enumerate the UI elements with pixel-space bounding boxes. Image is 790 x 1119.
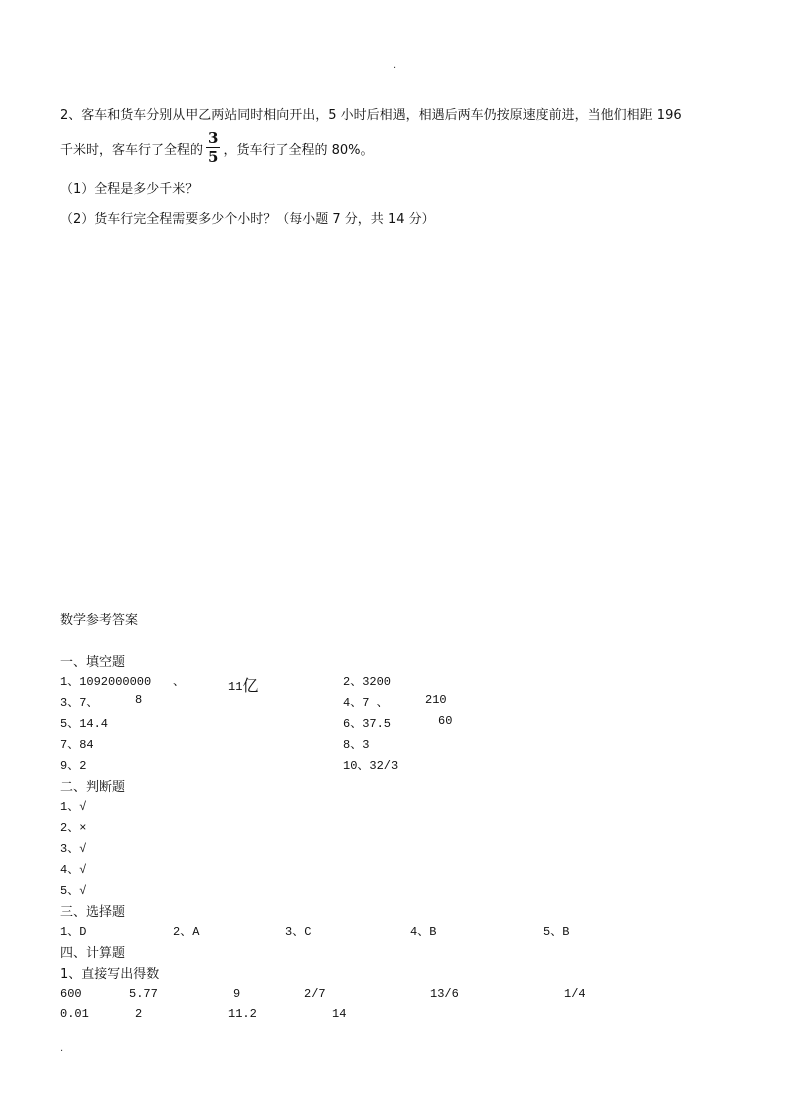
fill-answer-4: 4、7 、 [343,696,389,710]
choice-answer-5: 5、B [543,925,570,939]
choice-answer-2: 2、A [173,925,200,939]
fill-answer-3: 3、7、 [60,696,99,710]
problem-line-2 [60,131,373,165]
fill-answer-1-value [228,672,258,695]
fill-answer-4-value: 210 [425,693,447,707]
choice-heading: 三、选择题 [60,905,126,920]
fill-blank-heading: 一、填空题 [60,655,126,670]
choice-answer-1: 1、D [60,925,87,939]
footer-dot: . [60,1043,64,1054]
question-1: （1）全程是多少千米？ [60,182,199,197]
judge-answer-1: 1、√ [60,800,87,814]
fill-answer-1-number: 11 [228,680,243,694]
calc-row2-value-4: 14 [332,1007,347,1021]
fill-answer-9: 9、2 [60,759,87,773]
fill-answer-1: 1、1092000000 [60,675,152,689]
calc-sub-heading: 1、直接写出得数 [60,967,160,982]
calc-row1-value-5: 13/6 [430,987,459,1001]
fill-answer-8: 8、3 [343,738,370,752]
problem-line-2-suffix: ，货车行了全程的 80%。 [223,142,374,158]
calc-heading: 四、计算题 [60,946,126,961]
calc-row1-value-2: 5.77 [129,987,158,1001]
calc-row1-value-1: 600 [60,987,82,1001]
problem-line-2-prefix: 千米时，客车行了全程的 [60,142,204,158]
fill-answer-10: 10、32/3 [343,759,399,773]
fill-answer-5: 5、14.4 [60,717,109,731]
question-2: （2）货车行完全程需要多少个小时？（每小题 7 分，共 14 分） [60,212,435,227]
fraction-numerator: 3 [208,129,219,147]
calc-row1-value-6: 1/4 [564,987,586,1001]
calc-row2-value-1: 0.01 [60,1007,89,1021]
calc-row1-value-3: 9 [233,987,241,1001]
fill-answer-7: 7、84 [60,738,94,752]
choice-answer-4: 4、B [410,925,437,939]
calc-row2-value-3: 11.2 [228,1007,257,1021]
fraction-denominator: 5 [208,148,219,166]
fill-answer-1-sep: 、 [173,675,186,689]
judge-answer-3: 3、√ [60,842,87,856]
fill-answer-3-value: 8 [135,693,143,707]
answers-title: 数学参考答案 [60,613,139,628]
problem-line-1: 2、客车和货车分别从甲乙两站同时相向开出，5 小时后相遇，相遇后两车仍按原速度前进，当他们相距 196 [60,108,682,123]
fraction-three-fifths [206,131,220,165]
calc-row1-value-4: 2/7 [304,987,326,1001]
header-dot: . [393,60,397,71]
judge-answer-2: 2、× [60,821,87,835]
judge-answer-4: 4、√ [60,863,87,877]
fill-answer-6-value: 60 [438,714,453,728]
calc-row2-value-2: 2 [135,1007,143,1021]
judge-answer-5: 5、√ [60,884,87,898]
fill-answer-6: 6、37.5 [343,717,392,731]
choice-answer-3: 3、C [285,925,312,939]
fill-answer-1-unit: 亿 [242,678,259,696]
judge-heading: 二、判断题 [60,780,126,795]
fill-answer-2: 2、3200 [343,675,392,689]
